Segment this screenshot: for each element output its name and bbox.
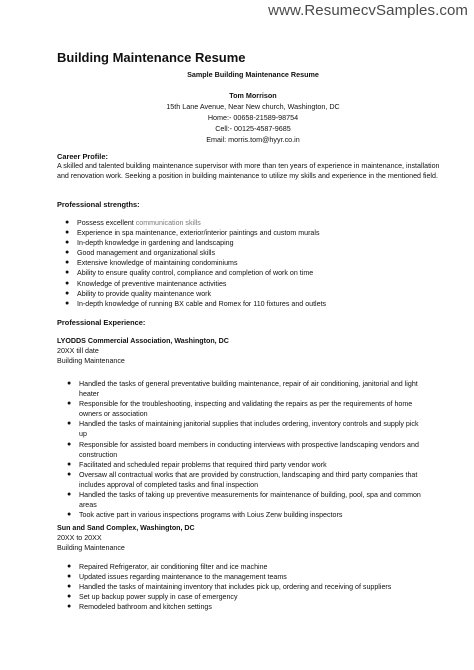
duty-text: Updated issues regarding maintenance to the management teams [79,573,287,582]
career-profile-heading: Career Profile: [57,152,108,161]
duty-text: Set up backup power supply in case of emergency [79,593,238,602]
contact-email: Email: morris.tom@hyyr.co.in [206,135,300,144]
list-item [65,592,425,602]
duty-text: Responsible for the troubleshooting, inspecting and validating the repairs as per the requirements of home owners or association [79,400,413,419]
contact-name: Tom Morrison [229,91,277,100]
contact-block [57,90,449,145]
duty-text: Handled the tasks of maintaining janitorial supplies that includes ordering, inventory controls and supply pick up [79,420,419,439]
strength-text: Good management and organizational skills [77,249,216,258]
list-item [65,379,425,399]
resume-subtitle: Sample Building Maintenance Resume [187,70,319,79]
list-item [65,510,425,520]
duty-text: Took active part in various inspections programs with Loius Zerw building inspectors [79,511,343,520]
list-item [65,399,425,419]
list-item [63,248,423,258]
list-item [63,289,423,299]
bullet-icon: ● [65,229,70,237]
strength-text: Possess excellent [77,219,136,227]
bullet-icon: ● [65,259,70,267]
bullet-icon: ● [67,440,72,448]
bullet-icon: ● [67,420,72,428]
bullet-icon: ● [67,583,72,591]
list-item [65,490,425,510]
strength-text: In-depth knowledge in gardening and landscaping [77,239,234,248]
career-profile-text: A skilled and talented building maintenance supervisor with more than ten years of experience in maintenance, installation and renovation work. Seeking a position in building maintenance to utilize my skills and experience in the mentioned field. [57,162,440,181]
bullet-icon: ● [67,400,72,408]
strength-text: Knowledge of preventive maintenance activities [77,279,227,288]
bullet-icon: ● [65,299,70,307]
job1-role: Building Maintenance [57,357,125,365]
strength-text: In-depth knowledge of running BX cable and Romex for 110 fixtures and outlets [77,299,327,308]
resume-title: Building Maintenance Resume [57,50,246,65]
experience-heading: Professional Experience: [57,318,146,327]
job2-dates: 20XX to 20XX [57,534,102,542]
bullet-icon: ● [67,511,72,519]
list-item [63,238,423,248]
duty-text: Handled the tasks of taking up preventive measurements for maintenance of building, pool, spa and common areas [79,491,421,510]
bullet-icon: ● [65,219,70,226]
job1-dates: 20XX till date [57,347,99,355]
watermark-url: www.ResumecvSamples.com [268,2,468,19]
bullet-icon: ● [67,380,72,387]
bullet-icon: ● [65,269,70,277]
strength-highlight: communication skills [135,219,201,227]
job1-duties-list [65,379,425,520]
duty-text: Remodeled bathroom and kitchen settings [79,603,212,612]
bullet-icon: ● [67,470,72,478]
list-item [65,602,425,612]
strength-text: Extensive knowledge of maintaining condominiums [77,259,238,268]
job2-company: Sun and Sand Complex, Washington, DC [57,524,195,532]
list-item [65,440,425,460]
list-item [63,268,423,278]
job2-role: Building Maintenance [57,544,125,552]
strength-text: Ability to ensure quality control, compliance and completion of work on time [77,269,314,278]
strength-text: Experience in spa maintenance, exterior/interior paintings and custom murals [77,229,320,238]
strength-text: Ability to provide quality maintenance work [77,289,212,298]
duty-text: Oversaw all contractual works that are provided by construction, landscaping and third party companies that includes approval of completed tasks and final inspection [79,470,418,489]
duty-text: Responsible for assisted board members in conducting interviews with prospective landscaping vendors and construction [79,440,419,459]
duty-text: Handled the tasks of general preventative building maintenance, repair of air conditioning, janitorial and light heater [79,380,418,399]
bullet-icon: ● [67,563,72,570]
bullet-icon: ● [67,460,72,468]
list-item [63,258,423,268]
bullet-icon: ● [65,279,70,287]
duty-text: Repaired Refrigerator, air conditioning filter and ice machine [79,563,268,571]
job2-duties-list [65,562,425,612]
bullet-icon: ● [65,289,70,297]
duty-text: Facilitated and scheduled repair problems that required third party vendor work [79,460,327,469]
contact-home-phone: Home:- 00658-21589-98754 [207,113,299,122]
list-item [65,470,425,490]
strengths-heading: Professional strengths: [57,200,140,209]
list-item [63,218,423,228]
list-item [65,419,425,439]
list-item [63,228,423,238]
list-item [65,572,425,582]
bullet-icon: ● [65,239,70,247]
contact-address: 15th Lane Avenue, Near New church, Washington, DC [166,102,340,111]
list-item [63,279,423,289]
strengths-list [63,218,423,309]
list-item [63,299,423,309]
duty-text: Handled the tasks of maintaining inventory that includes pick up, ordering and receiving of suppliers [79,583,392,592]
bullet-icon: ● [67,593,72,601]
bullet-icon: ● [67,491,72,499]
bullet-icon: ● [67,573,72,581]
bullet-icon: ● [67,603,72,611]
list-item [65,460,425,470]
contact-cell-phone: Cell:- 00125-4587-9685 [215,124,291,133]
bullet-icon: ● [65,249,70,257]
list-item [65,582,425,592]
job1-company: LYODDS Commercial Association, Washington, DC [57,337,229,345]
list-item [65,562,425,572]
